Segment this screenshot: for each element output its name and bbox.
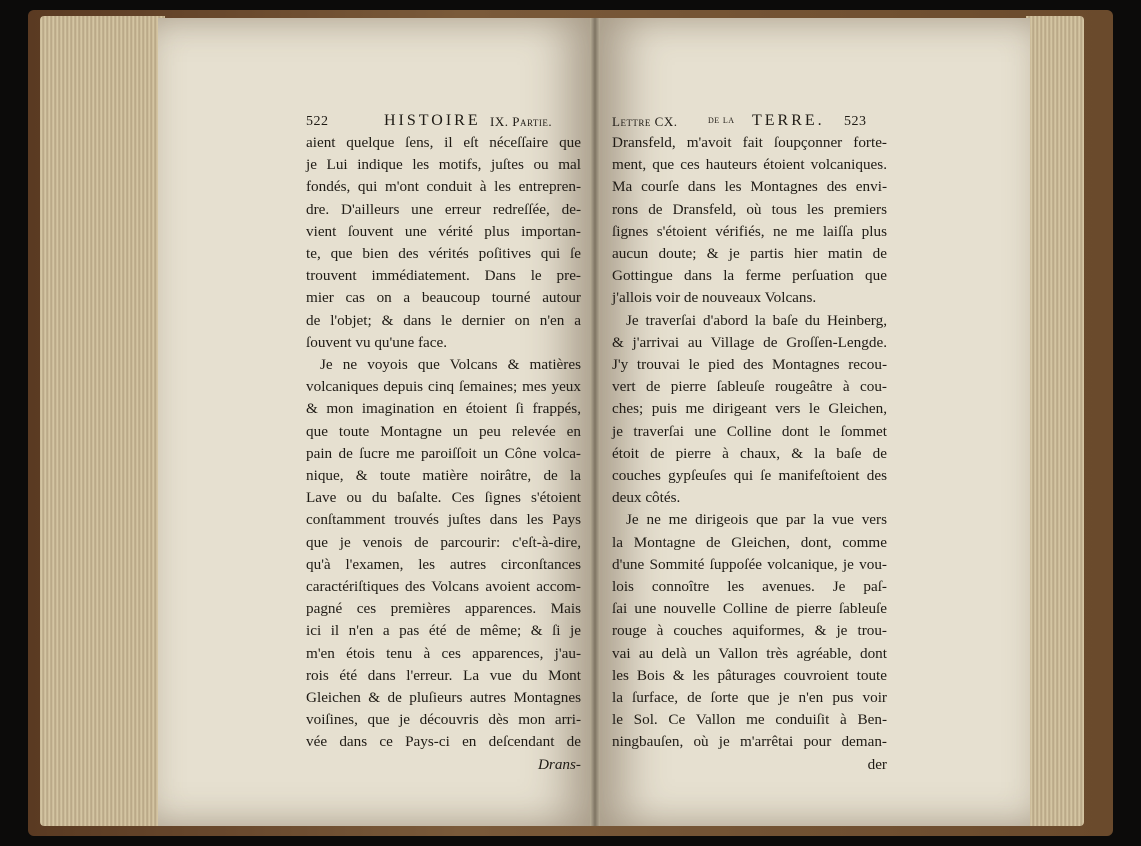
text-line: vient ſouvent une vérité plus importan-: [306, 222, 581, 240]
text-line: aucun doute; & je partis hier matin de: [612, 245, 887, 263]
text-line: je Lui indique les motifs, juſtes ou mal: [306, 156, 581, 174]
text-line: mier cas on a beaucoup tourné autour: [306, 289, 581, 307]
text-line: Lave ou du baſalte. Ces ſignes s'étoient: [306, 489, 581, 507]
text-line: lois connoître les avenues. Je paſ-: [612, 578, 887, 596]
text-line: caractériſtiques des Volcans avoient accom-: [306, 578, 581, 596]
catchword: der: [867, 755, 887, 773]
text-line: & mon imagination en étoient ſi frappés,: [306, 400, 581, 418]
text-line: m'en étois tenu à ces apparences, j'au-: [306, 644, 581, 662]
right-running-title: TERRE.: [752, 112, 825, 129]
text-line: je traverſai une Colline dont le ſommet: [612, 422, 887, 440]
text-line: aient quelque ſens, il eſt néceſſaire que: [306, 134, 581, 151]
text-line: Je ne voyois que Volcans & matières: [320, 356, 581, 374]
text-line: ningbauſen, où je m'arrêtai pour deman-: [612, 733, 887, 751]
text-line: J'y trouvai le pied des Montagnes recou-: [612, 356, 887, 374]
text-line: la ſurface, de ſorte que je n'en pus voir: [612, 689, 887, 707]
left-running-title: HISTOIRE: [384, 112, 481, 129]
text-line: j'allois voir de nouveaux Volcans.: [612, 289, 817, 307]
text-line: vai au delà un Vallon très agréable, dont: [612, 644, 887, 662]
text-line: Gleichen & de pluſieurs autres Montagnes: [306, 689, 581, 707]
left-page-number: 522: [306, 114, 329, 129]
text-line: te, que bien des vérités poſitives qui ſe: [306, 245, 581, 263]
text-line: dre. D'ailleurs une erreur redreſſée, de-: [306, 200, 581, 218]
left-part-label: IX. Partie.: [490, 114, 553, 129]
right-page-body: [612, 132, 887, 776]
text-line: Ma courſe dans les Montagnes des envi-: [612, 178, 887, 196]
text-line: étoit de pierre à chaux, & la baſe de: [612, 444, 887, 462]
text-line: Dransfeld, m'avoit fait ſoupçonner forte-: [612, 134, 887, 151]
text-line: Je traverſai d'abord la baſe du Heinberg,: [626, 311, 887, 329]
text-line: ches; puis me dirigeant vers le Gleichen,: [612, 400, 887, 418]
text-line: les Bois & les pâturages couvroient toute: [612, 666, 887, 684]
text-line: rons de Dransfeld, où tous les premiers: [612, 200, 887, 218]
text-line: de l'objet; & dans le dernier on n'en a: [306, 311, 581, 329]
book-gutter: [590, 18, 600, 826]
text-line: & j'arrivai au Village de Groſſen-Lengde.: [612, 333, 887, 351]
page-edges-right: [1026, 16, 1084, 826]
text-line: rois été dans l'erreur. La vue du Mont: [306, 666, 581, 684]
catchword: Drans-: [537, 755, 581, 773]
text-line: volcaniques depuis cinq ſemaines; mes yeux: [306, 378, 581, 396]
right-de-la-label: de la: [708, 114, 735, 126]
text-line: la Montagne de Gleichen, dont, comme: [612, 533, 887, 551]
text-line: ſignes s'étoient vérifiés, ne me laiſſa plus: [612, 222, 887, 240]
text-line: vée dans ce Pays-ci en deſcendant de: [306, 733, 581, 751]
text-line: deux côtés.: [612, 489, 681, 507]
text-line: Je ne me dirigeois que par la vue vers: [626, 511, 887, 529]
text-line: pagné ces premières apparences. Mais: [306, 600, 581, 618]
text-line: qu'à l'examen, les autres circonſtances: [306, 555, 581, 573]
text-line: ici il n'en a pas été de même; & ſi je: [306, 622, 581, 640]
text-line: conſtamment trouvés juſtes dans les Pays: [306, 511, 581, 529]
text-line: couches gypſeuſes qui ſe manifeſtoient des: [612, 467, 887, 485]
text-line: ſai une nouvelle Colline de pierre ſableuſe: [612, 600, 887, 618]
text-line: Gottingue dans la ferme perſuation que: [612, 267, 887, 285]
text-line: rouge à couches aquiformes, & je trou-: [612, 622, 887, 640]
text-line: que je venois de parcourir: c'eſt-à-dire,: [306, 533, 581, 551]
text-line: le Sol. Ce Vallon me conduiſit à Ben-: [612, 711, 887, 729]
text-line: trouvent immédiatement. Dans le pre-: [306, 267, 581, 285]
text-line: ſouvent vu qu'une face.: [306, 333, 448, 351]
text-line: ment, que ces hauteurs étoient volcaniques.: [612, 156, 887, 174]
text-line: d'une Sommité ſuppoſée volcanique, je vou-: [612, 555, 887, 573]
text-line: nique, & toute matière noirâtre, de la: [306, 467, 581, 485]
text-line: pain de ſucre me paroiſſoit un Cône volca-: [306, 444, 581, 462]
left-page-body: [306, 132, 581, 776]
text-line: que toute Montagne un peu relevée en: [306, 422, 581, 440]
text-line: voiſines, que je découvris dès mon arri-: [306, 711, 581, 729]
page-edges-left: [40, 16, 165, 826]
right-page-number: 523: [844, 114, 867, 129]
text-line: vert de pierre ſableuſe rougeâtre à cou-: [612, 378, 887, 396]
text-line: fondés, qui m'ont conduit à les entrepren-: [306, 178, 581, 196]
right-letter-label: Lettre CX.: [612, 114, 678, 129]
